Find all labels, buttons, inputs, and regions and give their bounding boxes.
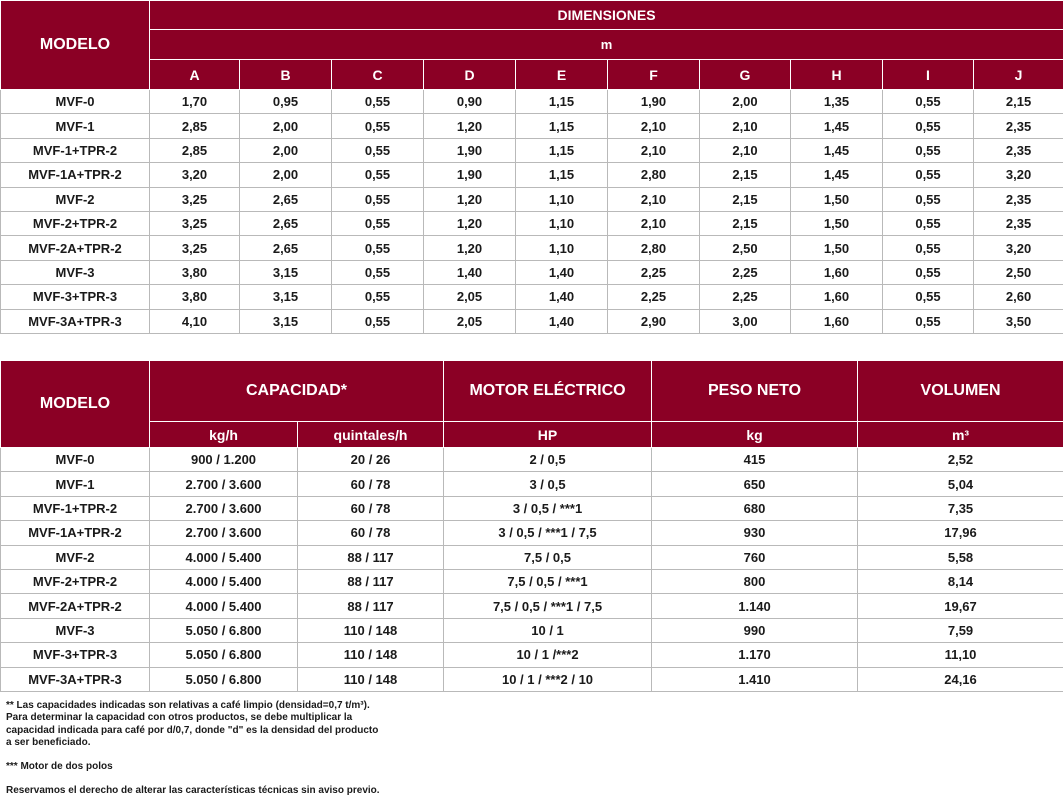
dimension-col-header: F [608,60,700,90]
dimension-cell: 3,15 [240,285,332,309]
dimension-cell: 1,15 [516,163,608,187]
motor-hp-cell: 3 / 0,5 / ***1 [444,496,652,520]
table-row [1,138,1063,162]
dimension-cell: 3,80 [150,260,240,284]
dimension-cell: 1,10 [516,211,608,235]
dimension-col-header: I [883,60,974,90]
model-cell: MVF-3+TPR-3 [1,285,150,309]
table-row [1,545,1063,569]
motor-hp-cell: 7,5 / 0,5 [444,545,652,569]
motor-hp-cell: 2 / 0,5 [444,448,652,472]
capacity-kgh-cell: 4.000 / 5.400 [150,594,298,618]
dimension-cell: 0,55 [883,211,974,235]
model-cell: MVF-2A+TPR-2 [1,594,150,618]
model-cell: MVF-0 [1,448,150,472]
volume-cell: 8,14 [858,569,1063,593]
dimension-cell: 2,25 [608,260,700,284]
table-row [1,594,1063,618]
volume-header: VOLUMEN [858,361,1063,422]
dimension-cell: 2,50 [974,260,1063,284]
dimension-cell: 1,35 [791,90,883,114]
dimension-cell: 2,05 [424,309,516,333]
dimension-cell: 3,15 [240,309,332,333]
dimension-cell: 2,00 [240,163,332,187]
dimension-cell: 0,55 [332,309,424,333]
table-row [1,496,1063,520]
weight-cell: 415 [652,448,858,472]
weight-cell: 1.140 [652,594,858,618]
model-cell: MVF-1 [1,472,150,496]
dimension-cell: 1,40 [516,260,608,284]
dimension-cell: 3,20 [974,236,1063,260]
dimension-cell: 0,55 [332,236,424,260]
table-row [1,211,1063,235]
dimension-cell: 2,15 [974,90,1063,114]
capacity-note-line: ** Las capacidades indicadas son relativas a café limpio (densidad=0,7 t/m³). [6,700,370,711]
motor-unit: HP [444,422,652,448]
dimension-cell: 2,60 [974,285,1063,309]
dimension-col-header: E [516,60,608,90]
dimension-cell: 2,35 [974,187,1063,211]
capacity-note [6,700,426,749]
rights-note: Reservamos el derecho de alterar las características técnicas sin aviso previo. [6,785,380,797]
motor-hp-cell: 3 / 0,5 [444,472,652,496]
weight-cell: 650 [652,472,858,496]
dimension-cell: 3,20 [150,163,240,187]
model-cell: MVF-1+TPR-2 [1,496,150,520]
capacity-note-line: Para determinar la capacidad con otros productos, se debe multiplicar la [6,712,353,724]
dimension-cell: 2,10 [608,138,700,162]
model-cell: MVF-2A+TPR-2 [1,236,150,260]
motor-note: *** Motor de dos polos [6,761,113,773]
motor-hp-cell: 7,5 / 0,5 / ***1 / 7,5 [444,594,652,618]
footnotes [6,700,426,798]
dimension-cell: 3,00 [700,309,791,333]
capacity-kgh-cell: 4.000 / 5.400 [150,545,298,569]
model-cell: MVF-3A+TPR-3 [1,667,150,691]
dimension-cell: 1,20 [424,211,516,235]
dimension-cell: 2,15 [700,163,791,187]
dimension-cell: 2,35 [974,114,1063,138]
model-cell: MVF-2+TPR-2 [1,569,150,593]
model-cell: MVF-3 [1,260,150,284]
dimensions-header: DIMENSIONES [150,1,1063,30]
capacity-kgh-cell: 4.000 / 5.400 [150,569,298,593]
dimension-col-header: G [700,60,791,90]
model-cell: MVF-0 [1,90,150,114]
dimension-cell: 1,50 [791,187,883,211]
capacity-kgh-cell: 5.050 / 6.800 [150,618,298,642]
weight-cell: 990 [652,618,858,642]
dimension-col-header: A [150,60,240,90]
dimension-cell: 1,40 [424,260,516,284]
table-row [1,448,1063,472]
dimension-cell: 0,55 [332,211,424,235]
dimension-cell: 0,55 [883,236,974,260]
dimension-cell: 3,15 [240,260,332,284]
capacity-kgh-cell: 900 / 1.200 [150,448,298,472]
dimension-cell: 2,80 [608,236,700,260]
dimension-cell: 0,55 [332,187,424,211]
capacity-note-line: a ser beneficiado. [6,736,91,748]
dimension-cell: 2,35 [974,138,1063,162]
motor-hp-cell: 7,5 / 0,5 / ***1 [444,569,652,593]
dimension-cell: 0,90 [424,90,516,114]
dimension-cell: 3,20 [974,163,1063,187]
motor-hp-cell: 10 / 1 /***2 [444,643,652,667]
dimension-cell: 1,45 [791,163,883,187]
capacity-unit-qh: quintales/h [298,422,444,448]
model-cell: MVF-3 [1,618,150,642]
table-row [1,187,1063,211]
volume-cell: 24,16 [858,667,1063,691]
volume-cell: 7,35 [858,496,1063,520]
dimension-cell: 0,55 [883,187,974,211]
capacity-kgh-cell: 5.050 / 6.800 [150,643,298,667]
dimension-cell: 0,95 [240,90,332,114]
motor-hp-cell: 10 / 1 [444,618,652,642]
model-cell: MVF-1 [1,114,150,138]
model-cell: MVF-2 [1,545,150,569]
dimension-cell: 1,90 [424,138,516,162]
table-row [1,569,1063,593]
dimension-cell: 0,55 [883,163,974,187]
dimension-col-header: J [974,60,1063,90]
dimension-cell: 1,45 [791,114,883,138]
dimension-cell: 1,20 [424,114,516,138]
capacity-qh-cell: 88 / 117 [298,569,444,593]
dimension-cell: 2,10 [608,187,700,211]
dimension-cell: 0,55 [332,114,424,138]
weight-cell: 1.410 [652,667,858,691]
capacity-qh-cell: 88 / 117 [298,594,444,618]
table-row [1,618,1063,642]
dimension-cell: 0,55 [332,260,424,284]
dimension-cell: 3,25 [150,211,240,235]
dimension-cell: 1,20 [424,236,516,260]
model-cell: MVF-3A+TPR-3 [1,309,150,333]
table-row [1,163,1063,187]
dimension-cell: 2,65 [240,211,332,235]
capacity-kgh-cell: 2.700 / 3.600 [150,472,298,496]
table-row [1,309,1063,333]
dimension-cell: 2,25 [700,260,791,284]
dimension-cell: 1,90 [608,90,700,114]
dimension-cell: 3,80 [150,285,240,309]
model-cell: MVF-1+TPR-2 [1,138,150,162]
dimension-cell: 3,25 [150,187,240,211]
dimension-cell: 2,00 [700,90,791,114]
model-header: MODELO [1,361,150,448]
volume-cell: 5,04 [858,472,1063,496]
model-cell: MVF-3+TPR-3 [1,643,150,667]
dimension-cell: 1,15 [516,138,608,162]
dimension-cell: 2,10 [608,211,700,235]
dimension-cell: 2,15 [700,211,791,235]
dimension-cell: 1,50 [791,236,883,260]
dimension-cell: 2,05 [424,285,516,309]
dimension-cell: 0,55 [332,138,424,162]
dimension-cell: 2,00 [240,138,332,162]
volume-unit: m³ [858,422,1063,448]
model-header: MODELO [1,1,150,90]
capacity-unit-kgh: kg/h [150,422,298,448]
dimension-col-header: B [240,60,332,90]
dimension-cell: 0,55 [332,285,424,309]
volume-cell: 7,59 [858,618,1063,642]
dimension-cell: 2,90 [608,309,700,333]
dimension-cell: 0,55 [883,114,974,138]
dimension-cell: 1,15 [516,114,608,138]
table-row [1,521,1063,545]
dimension-cell: 2,50 [700,236,791,260]
dimension-col-header: H [791,60,883,90]
weight-cell: 760 [652,545,858,569]
volume-cell: 2,52 [858,448,1063,472]
dimension-cell: 1,40 [516,285,608,309]
dimension-cell: 1,70 [150,90,240,114]
dimension-cell: 3,25 [150,236,240,260]
capacity-header: CAPACIDAD* [150,361,444,422]
specs-table [0,360,1063,692]
table-row [1,236,1063,260]
dimension-cell: 2,00 [240,114,332,138]
table-row [1,643,1063,667]
table-row [1,667,1063,691]
table-row [1,472,1063,496]
capacity-qh-cell: 60 / 78 [298,472,444,496]
motor-hp-cell: 3 / 0,5 / ***1 / 7,5 [444,521,652,545]
dimension-cell: 0,55 [883,285,974,309]
dimension-cell: 1,50 [791,211,883,235]
dimension-cell: 1,60 [791,285,883,309]
model-cell: MVF-1A+TPR-2 [1,521,150,545]
dimension-cell: 2,85 [150,138,240,162]
dimension-cell: 2,15 [700,187,791,211]
unit-header: m [150,30,1063,60]
capacity-qh-cell: 20 / 26 [298,448,444,472]
dimension-cell: 1,15 [516,90,608,114]
volume-cell: 19,67 [858,594,1063,618]
dimension-col-header: C [332,60,424,90]
dimension-cell: 2,10 [608,114,700,138]
table-row [1,90,1063,114]
dimension-cell: 1,45 [791,138,883,162]
dimension-cell: 1,60 [791,260,883,284]
dimension-cell: 1,90 [424,163,516,187]
capacity-qh-cell: 110 / 148 [298,618,444,642]
motor-header: MOTOR ELÉCTRICO [444,361,652,422]
weight-cell: 800 [652,569,858,593]
dimension-cell: 3,50 [974,309,1063,333]
weight-unit: kg [652,422,858,448]
dimension-cell: 0,55 [332,163,424,187]
weight-header: PESO NETO [652,361,858,422]
table-row [1,260,1063,284]
capacity-kgh-cell: 2.700 / 3.600 [150,521,298,545]
model-cell: MVF-2 [1,187,150,211]
dimension-cell: 0,55 [883,309,974,333]
volume-cell: 11,10 [858,643,1063,667]
dimension-col-header: D [424,60,516,90]
dimension-cell: 1,10 [516,236,608,260]
dimensions-table [0,0,1063,334]
dimension-cell: 1,40 [516,309,608,333]
volume-cell: 5,58 [858,545,1063,569]
weight-cell: 680 [652,496,858,520]
dimension-cell: 2,35 [974,211,1063,235]
dimension-cell: 2,65 [240,187,332,211]
dimension-cell: 1,60 [791,309,883,333]
capacity-note-line: capacidad indicada para café por d/0,7, donde "d" es la densidad del producto [6,724,379,736]
dimension-cell: 1,10 [516,187,608,211]
dimension-cell: 2,85 [150,114,240,138]
dimension-cell: 0,55 [883,138,974,162]
capacity-qh-cell: 88 / 117 [298,545,444,569]
dimension-cell: 4,10 [150,309,240,333]
dimension-cell: 2,65 [240,236,332,260]
capacity-qh-cell: 110 / 148 [298,643,444,667]
dimension-cell: 2,25 [700,285,791,309]
dimension-cell: 0,55 [883,90,974,114]
dimension-cell: 0,55 [883,260,974,284]
weight-cell: 1.170 [652,643,858,667]
capacity-qh-cell: 60 / 78 [298,521,444,545]
capacity-qh-cell: 110 / 148 [298,667,444,691]
dimension-cell: 2,80 [608,163,700,187]
dimension-cell: 2,10 [700,114,791,138]
dimension-cell: 2,25 [608,285,700,309]
table-row [1,114,1063,138]
capacity-kgh-cell: 5.050 / 6.800 [150,667,298,691]
capacity-kgh-cell: 2.700 / 3.600 [150,496,298,520]
dimension-cell: 0,55 [332,90,424,114]
model-cell: MVF-1A+TPR-2 [1,163,150,187]
weight-cell: 930 [652,521,858,545]
model-cell: MVF-2+TPR-2 [1,211,150,235]
table-row [1,285,1063,309]
volume-cell: 17,96 [858,521,1063,545]
capacity-qh-cell: 60 / 78 [298,496,444,520]
motor-hp-cell: 10 / 1 / ***2 / 10 [444,667,652,691]
dimension-cell: 1,20 [424,187,516,211]
dimension-cell: 2,10 [700,138,791,162]
